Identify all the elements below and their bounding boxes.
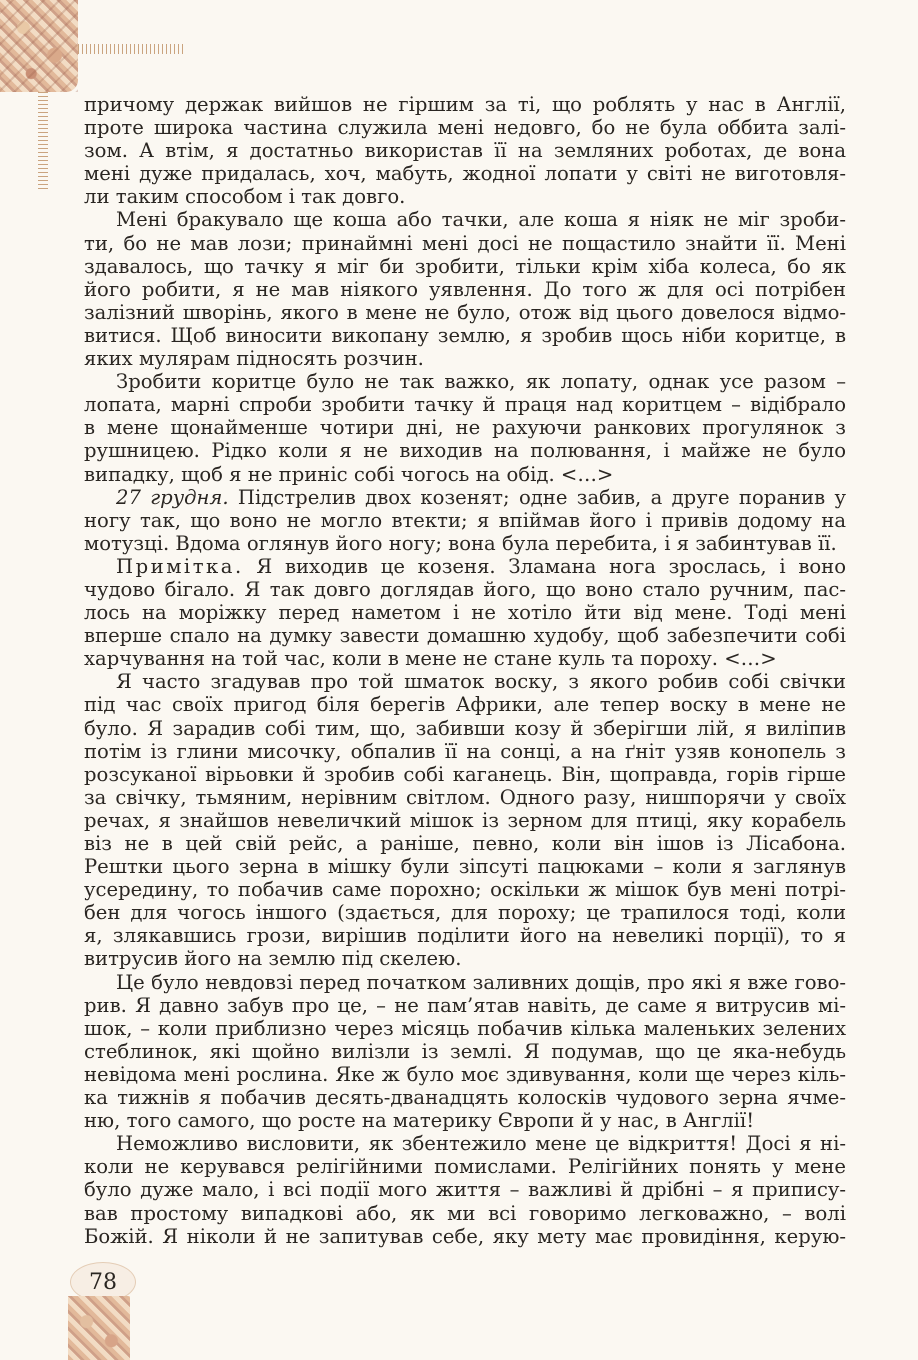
text-line: потім із глини мисочку, обпалив її на сонці, а на ґніт узяв конопель з — [84, 739, 846, 763]
corner-ornament-bottom — [68, 1296, 130, 1360]
page-number: 78 — [70, 1262, 136, 1302]
text-line — [84, 555, 846, 578]
text-line: мотузці. Вдома оглянув його ногу; вона була перебита, і я забинтував її. — [84, 531, 837, 555]
text-line: мені дуже придалась, хоч, мабуть, жодної лопати у світі не виготовля- — [84, 162, 846, 186]
text-line: вав простому випадкові або, як ми всі говоримо легковажно, – волі — [84, 1201, 846, 1225]
text-line: лопата, марні спроби зробити тачку й праця над коритцем – відібрало — [84, 393, 846, 417]
text-line: ли таким способом і так довго. — [84, 185, 406, 209]
text-line: віз не в цей свій рейс, а раніше, певно, коли він ішов із Лісабона. — [84, 832, 846, 855]
text-line: проте широка частина служила мені недовго, бо не була оббита залі- — [84, 116, 846, 140]
text-line: ка тижнів я побачив десять-дванадцять колосків чудового зерна ячме- — [84, 1086, 846, 1110]
text-line: ню, того самого, що росте на материку Європи й у нас, в Англії! — [84, 1109, 755, 1133]
text-fragment: Я виходив це козеня. Зламана нога зрослась, і воно — [243, 554, 846, 578]
text-line: причому держак вийшов не гіршим за ті, що роблять у нас в Англії, — [84, 93, 846, 116]
text-line: усередину, то побачив саме порохно; оскільки ж мішок був мені потрі- — [84, 878, 846, 902]
decorative-rule-vertical — [38, 92, 48, 192]
text-line: Неможливо висловити, як збентежило мене це відкриття! Досі я ні- — [116, 1132, 846, 1156]
text-line: Мені бракувало ще коша або тачки, але коша я ніяк не міг зроби- — [116, 208, 846, 232]
text-line: рив. Я давно забув про це, – не пам’ятав навіть, де саме я витрусив мі- — [84, 993, 846, 1017]
text-line: Це було невдовзі перед початком заливних дощів, про які я вже гово- — [116, 970, 846, 994]
text-line: Я часто згадував про той шматок воску, з якого робив собі свічки — [116, 670, 846, 694]
text-line: Божій. Я ніколи й не запитував себе, яку мету має провидіння, керую- — [84, 1224, 846, 1248]
text-line: було дуже мало, і всі події мого життя – важливі й дрібні – я припису- — [84, 1178, 846, 1202]
text-line: в мене щонайменше чотири дні, не рахуючи ранкових прогулянок з — [84, 416, 846, 440]
text-line: зом. А втім, я достатньо використав її на земляних роботах, де вона — [84, 139, 846, 163]
text-line: залізний шворінь, якого в мене не було, отож від цього довелося відмо- — [84, 300, 846, 324]
text-line: витрусив його на землю під скелею. — [84, 947, 462, 971]
text-line: харчування на той час, коли в мене не стане куль та пороху. <…> — [84, 647, 777, 671]
text-line: розсуканої вірьовки й зробив собі каганець. Він, щоправда, горів гірше — [84, 762, 846, 786]
corner-ornament-top — [0, 0, 78, 92]
text-line: шок, – коли приблизно через місяць побачив кілька маленьких зелених — [84, 1016, 846, 1040]
text-line: вперше спало на думку завести домашню худобу, щоб забезпечити собі — [84, 624, 846, 648]
decorative-rule-horizontal — [78, 44, 186, 54]
text-line: рушницею. Рідко коли я не виходив на полювання, і майже не було — [84, 439, 846, 463]
text-line: стеблинок, які щойно вилізли із землі. Я подумав, що це яка-небудь — [84, 1039, 846, 1063]
text-line: здавалось, що тачку я міг би зробити, тільки крім хіба колеса, бо як — [84, 254, 846, 278]
entry-date: 27 грудня. — [116, 485, 229, 509]
text-fragment: Підстрелив двох козенят; одне забив, а друге поранив у — [228, 485, 847, 509]
text-line — [84, 486, 846, 509]
text-line: витися. Щоб виносити викопану землю, я зробив щось ніби коритце, в — [84, 323, 846, 347]
text-line: лось на моріжку перед наметом і не хотіло йти від мене. Тоді мені — [84, 601, 846, 625]
text-line: Зробити коритце було не так важко, як лопату, однак усе разом – — [116, 370, 846, 394]
text-line: ти, бо не мав лози; принаймні мені досі не пощастило знайти її. Мені — [84, 231, 846, 255]
note-label: Примітка. — [116, 554, 244, 578]
text-line: чудово бігало. Я так довго доглядав його, що воно стало ручним, пас- — [84, 577, 846, 601]
text-line: випадку, щоб я не приніс собі чогось на обід. <…> — [84, 462, 614, 486]
text-line: було. Я зарадив собі тим, що, забивши козу й зберігши лій, я виліпив — [84, 716, 846, 740]
text-line: під час своїх пригод біля берегів Африки, але тепер воску в мене не — [84, 693, 846, 717]
text-line: невідома мені рослина. Яке ж було моє здивування, коли ще через кіль- — [84, 1062, 846, 1086]
text-line: речах, я знайшов невеличкий мішок із зерном для птиці, яку корабель — [84, 808, 846, 832]
text-line: його робити, я не мав ніякого уявлення. До того ж для осі потрібен — [84, 277, 846, 301]
text-line: коли не керувався релігійними помислами. Релігійних понять у мене — [84, 1155, 846, 1179]
text-line: за свічку, тьмяним, нерівним світлом. Одного разу, нишпорячи у своїх — [84, 785, 846, 809]
body-text — [84, 93, 846, 1248]
text-line: ногу так, що воно не могло втекти; я впіймав його і привів додому на — [84, 508, 846, 532]
text-line: бен для чогось іншого (здається, для пороху; це трапилося тоді, коли — [84, 901, 846, 925]
text-line: Рештки цього зерна в мішку були зіпсуті пацюками – коли я заглянув — [84, 855, 846, 879]
text-line: яких мулярам підносять розчин. — [84, 347, 424, 371]
text-line: я, злякавшись грози, вирішив поділити його на невеликі порції), то я — [84, 924, 846, 948]
